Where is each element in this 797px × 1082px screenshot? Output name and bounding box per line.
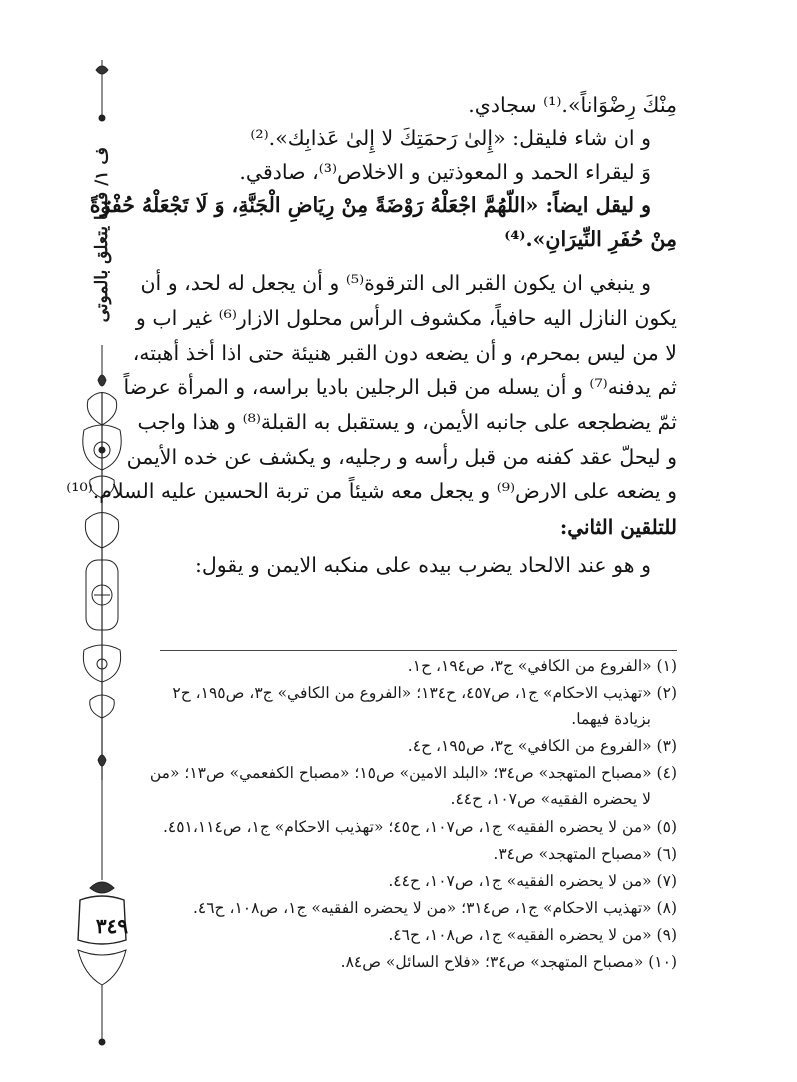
footnote: (٩) «من لا يحضره الفقيه» ج١، ص١٠٨، ح٤٦.	[388, 926, 677, 944]
footnote: (٤) «مصباح المتهجد» ص٣٤؛ «البلد الامين» ص١٥؛ «مصباح الكفعمي» ص١٣؛ «من	[149, 764, 677, 782]
running-header-text: ف ١/ فيما يتعلق بالموتى	[92, 147, 112, 323]
footnote: (١٠) «مصباح المتهجد» ص٣٤؛ «فلاح السائل» ص٨٤.	[340, 953, 677, 971]
body-line-6: و ينبغي ان يكون القبر الى الترقوة⁽⁵⁾ و أن يجعل له لحد، و أن	[140, 271, 651, 295]
footnote-continuation: لا يحضره الفقيه» ص١٠٧، ح٤٤.	[450, 790, 651, 808]
footnote-divider	[160, 650, 677, 651]
body-line-7: يكون النازل اليه حافياً، مكشوف الرأس محلول الازار⁽⁶⁾ غير اب و	[135, 306, 677, 330]
body-line-12: و يضعه على الارض⁽⁹⁾ و يجعل معه شيئاً من تربة الحسين عليه السلام.⁽¹⁰⁾	[66, 479, 677, 503]
body-line-4: و ليقل ايضاً: «اللّهُمَّ اجْعَلْهُ رَوْضَةً مِنْ رِيَاضِ الْجَنَّةِ، وَ لَا تَجْعَلْهُ حُفْرَةً	[89, 193, 651, 217]
footnote: (٦) «مصباح المتهجد» ص٣٤.	[493, 845, 677, 863]
footnote: (٧) «من لا يحضره الفقيه» ج١، ص١٠٧، ح٤٤.	[388, 872, 677, 890]
body-line-8: لا من ليس بمحرم، و أن يضعه دون القبر هنيئة حتى اذا أخذ أهبته،	[132, 341, 677, 365]
body-line-10: ثمّ يضطجعه على جانبه الأيمن، و يستقبل به القبلة⁽⁸⁾ و هذا واجب	[137, 410, 677, 434]
page-number: ٣٤٩	[95, 914, 129, 938]
footnote-continuation: بزيادة فيهما.	[571, 710, 651, 728]
body-line-1: مِنْكَ رِضْوَاناً».⁽¹⁾ سجادي.	[468, 93, 677, 117]
body-line-11: و ليحلّ عقد كفنه من قبل رأسه و رجليه، و يكشف عن خده الأيمن	[126, 445, 677, 469]
footnote: (١) «الفروع من الكافي» ج٣، ص١٩٤، ح١.	[407, 657, 677, 675]
body-line-3: وَ ليقراء الحمد و المعوذتين و الاخلاص⁽³⁾، صادقي.	[239, 160, 651, 184]
body-line-2: و ان شاء فليقل: «إِلىٰ رَحمَتِكَ لا إِلىٰ عَذابِك».⁽²⁾	[250, 126, 651, 150]
body-line-13: و هو عند الالحاد يضرب بيده على منكبه الايمن و يقول:	[194, 553, 651, 577]
footnote: (٣) «الفروع من الكافي» ج٣، ص١٩٥، ح٤.	[407, 737, 677, 755]
footnote: (٨) «تهذيب الاحكام» ج١، ص٣١٤؛ «من لا يحضره الفقيه» ج١، ص١٠٨، ح٤٦.	[192, 899, 677, 917]
body-line-9: ثم يدفنه⁽⁷⁾ و أن يسله من قبل الرجلين باديا براسه، و المرأة عرضاً	[123, 375, 677, 399]
body-line-5: مِنْ حُفَرِ النِّيرَانِ».⁽⁴⁾	[504, 227, 677, 251]
section-heading: للتلقين الثاني:	[559, 515, 677, 539]
footnote: (٢) «تهذيب الاحكام» ج١، ص٤٥٧، ح١٣٤؛ «الفروع من الكافي» ج٣، ص١٩٥، ح٢	[172, 684, 677, 702]
footnote: (٥) «من لا يحضره الفقيه» ج١، ص١٠٧، ح٤٥؛ «تهذيب الاحكام» ج١، ص٤٥١،١١٤.	[162, 818, 677, 836]
running-header	[84, 135, 120, 335]
